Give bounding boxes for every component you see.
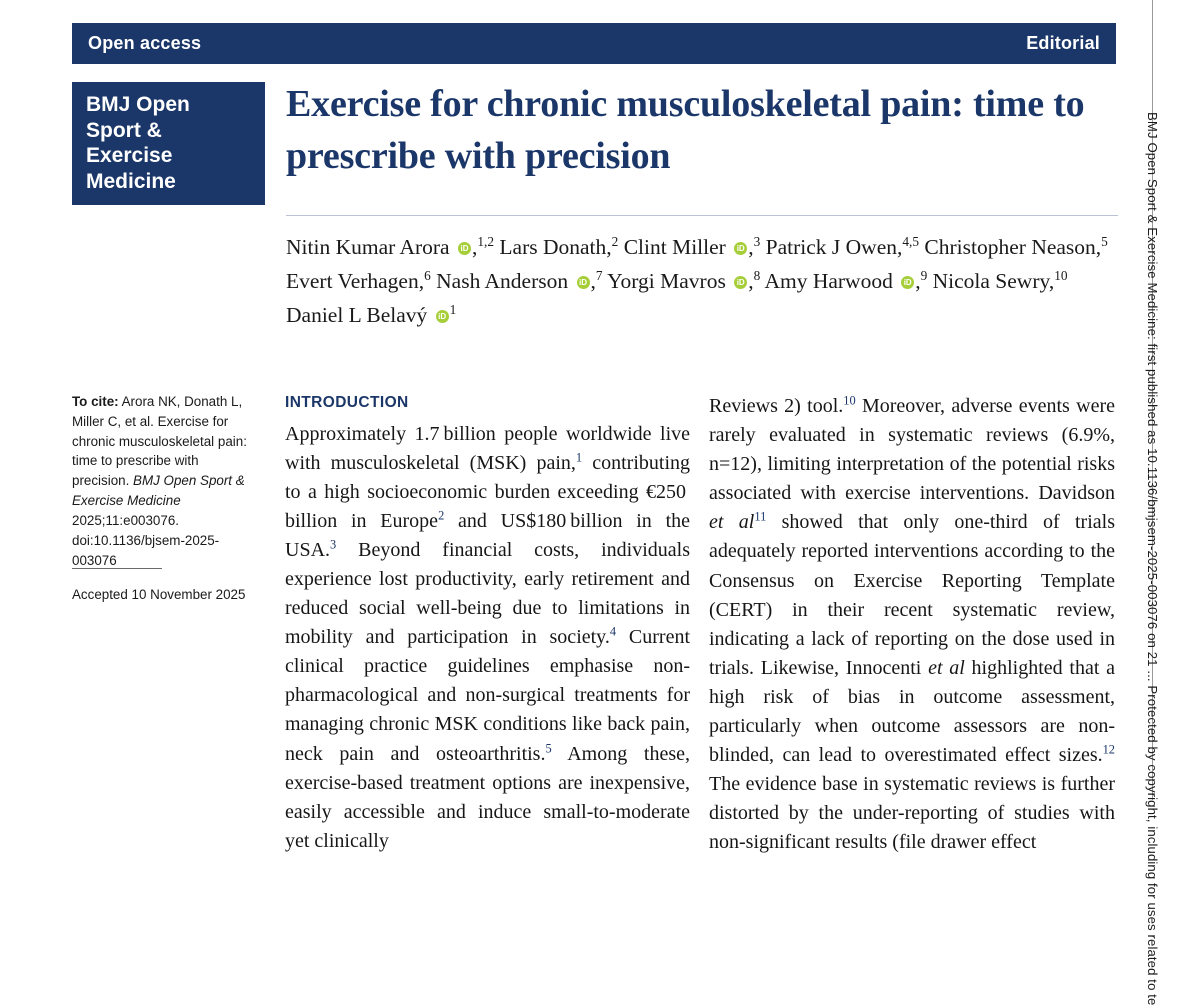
journal-logo: [72, 82, 265, 205]
body-column-left: [285, 392, 690, 856]
section-heading-introduction: INTRODUCTION: [285, 394, 409, 411]
orcid-icon[interactable]: [734, 242, 747, 255]
author-list: Nitin Kumar Arora iD,$^{1,2}$ Lars Donath,$^2$ Clint Miller iD,$^3$ Patrick J Owen,$^{4,5}$ Christopher Neason,$^5$ Evert Verhagen,$^6$ Nash Anderson iD,$^7$ Yorgi Mavros iD,$^8$ Amy Harwood iD,$^9$ Nicola Sewry,$^{10}$ Daniel L Belavý $iD^1$: [286, 231, 1126, 333]
journal-logo-line-2: Sport &: [86, 118, 162, 142]
citation-divider: [72, 568, 162, 569]
orcid-icon[interactable]: [436, 310, 449, 323]
open-access-banner: [72, 23, 1116, 64]
copyright-sidebar-text: BMJ Open Sport & Exercise Medicine: first published as 10.1136/bmjsem-2025-003076 on 21 ... Protected by copyright, including for uses related to te: [1145, 112, 1160, 1005]
journal-logo-line-3: Exercise: [86, 144, 173, 168]
intro-paragraph: Approximately 1.7 billion people worldwide live with musculoskeletal (MSK) pain,$^1$ contributing to a high socioeconomic burden exceeding €250 billion in Europe$^2$ and US$180 billion in the USA.$^3$ Beyond financial costs, individuals experience lost productivity, early retirement and reduced social well-being due to limitations in mobility and participation in society.$^4$ Current clinical practice guidelines emphasise non-pharmacological and non-surgical treatments for managing chronic MSK conditions like back pain, neck pain and osteoarthritis.$^5$ Among these, exercise-based treatment options are inexpensive, easily accessible and induce small-to-moderate yet clinically: [285, 422, 690, 852]
orcid-icon[interactable]: [734, 276, 747, 289]
article-title: Exercise for chronic musculoskeletal pain: time to prescribe with precision: [286, 83, 1085, 178]
body-column-right: [709, 392, 1115, 858]
orcid-icon[interactable]: [458, 242, 471, 255]
open-access-label: Open access: [88, 33, 202, 53]
orcid-icon[interactable]: [901, 276, 914, 289]
orcid-icon[interactable]: [577, 276, 590, 289]
citation-block: To cite: Arora NK, Donath L, Miller C, et al. Exercise for chronic musculoskeletal pain: time to prescribe with precision. BMJ Open Sport & Exercise Medicine 2025;11:e003076. doi:10.1136/bjsem-2025-003076: [72, 394, 247, 568]
right-column-paragraph: Reviews 2) tool.$^{10}$ Moreover, adverse events were rarely evaluated in systematic reviews (6.9%, n=12), limiting interpretation of the potential risks associated with exercise interventions. Davidson et $al^{11}$ showed that only one-third of trials adequately reported interventions according to the Consensus on Exercise Reporting Template (CERT) in their recent systematic review, indicating a lack of reporting on the dose used in trials. Likewise, Innocenti et al highlighted that a high risk of bias in outcome assessment, particularly when outcome assessors are non-blinded, can lead to overestimated effect sizes.$^{12}$ The evidence base in systematic reviews is further distorted by the under-reporting of studies with non-significant results (file drawer effect: [709, 393, 1115, 854]
journal-logo-line-1: BMJ Open: [86, 93, 190, 116]
title-divider: [286, 215, 1118, 216]
accepted-date: Accepted 10 November 2025: [72, 587, 246, 602]
article-type-label: Editorial: [1026, 33, 1100, 53]
journal-logo-line-4: Medicine: [86, 169, 176, 193]
